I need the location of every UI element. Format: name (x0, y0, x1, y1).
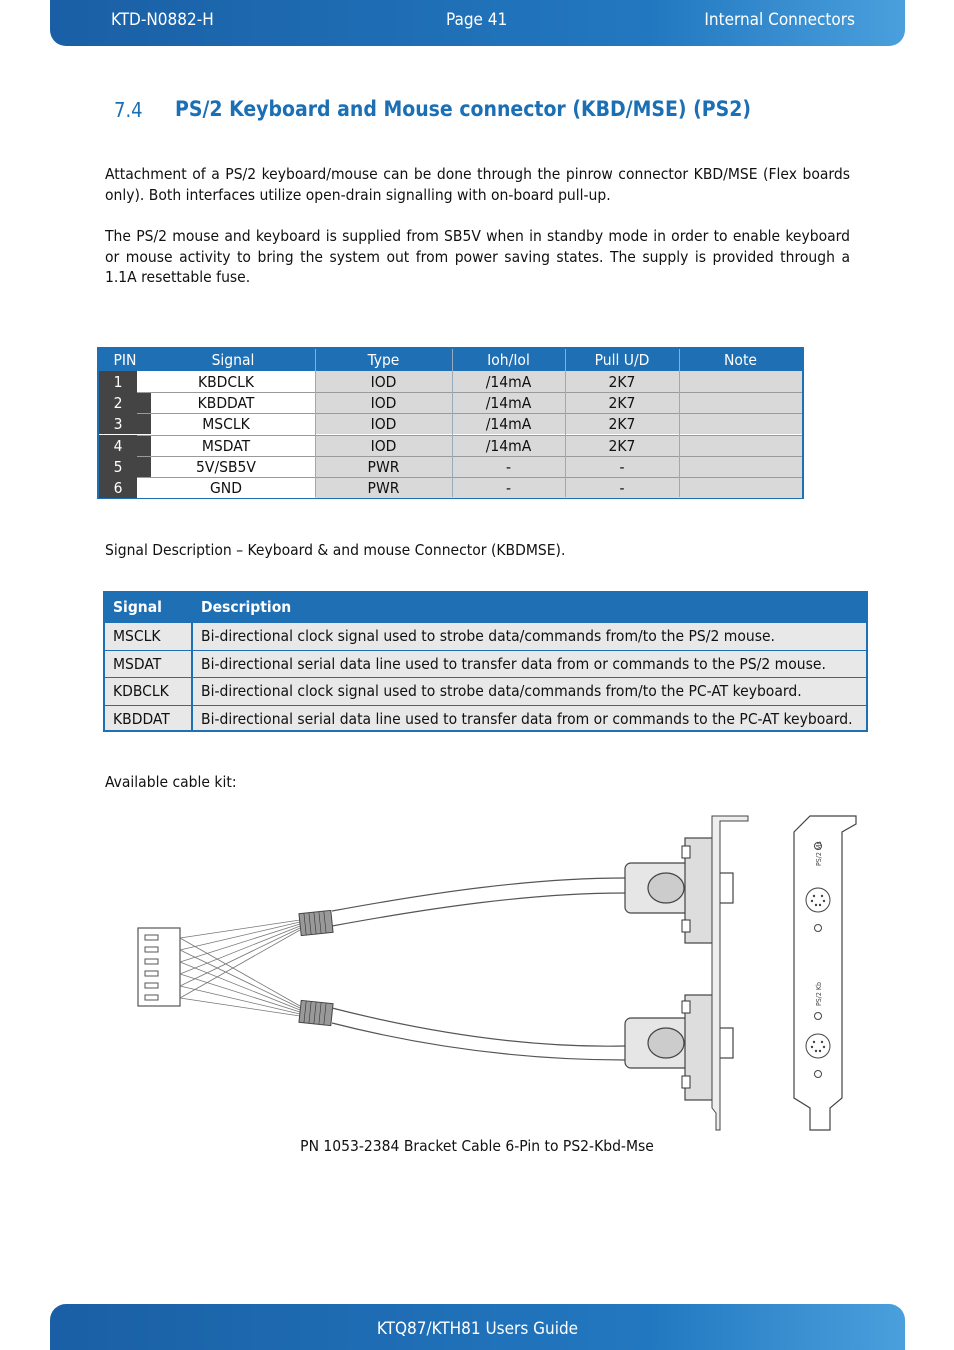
pin-table (97, 347, 804, 499)
desc-signal: MSDAT (113, 654, 162, 673)
section-number: 7.4 (114, 98, 143, 122)
pin-table-header (99, 349, 802, 371)
pin-pull: 2K7 (608, 436, 636, 455)
pin-row (99, 392, 802, 413)
supply-paragraph: The PS/2 mouse and keyboard is supplied from SB5V when in standby mode in order to enable keyboard or mouse activity to bring the system out from power saving states. The supply is provided through a 1.1A resettable fuse. (105, 227, 850, 286)
pin-row (99, 413, 802, 434)
pin-signal: MSCLK (202, 415, 250, 434)
col-signal: Signal (211, 351, 255, 369)
pin-type: PWR (367, 457, 400, 476)
pin-pull: - (619, 479, 625, 497)
pin-header-connector (138, 928, 180, 1006)
col-type: Type (367, 351, 400, 369)
desc-text: Bi-directional serial data line used to transfer data from or commands to the PS/2 mouse. (201, 654, 826, 673)
desc-row (105, 677, 866, 705)
guide-title: KTQ87/KTH81 Users Guide (376, 1319, 579, 1339)
pin-signal: GND (210, 479, 242, 497)
signal-description-label: Signal Description – Keyboard & and mouse Connector (KBDMSE). (105, 541, 566, 559)
pin-signal: MSDAT (201, 436, 251, 455)
pin-signal: 5V/SB5V (196, 457, 256, 476)
pin-number: 5 (113, 457, 123, 476)
desc-row (105, 705, 866, 733)
bracket-side (712, 816, 748, 1130)
pin-pull: 2K7 (608, 394, 636, 413)
pin-pull: - (619, 457, 625, 476)
pin-type: IOD (370, 373, 397, 391)
pin-row (99, 477, 802, 498)
desc-col-signal: Signal (113, 598, 162, 616)
intro-paragraph: Attachment of a PS/2 keyboard/mouse can be done through the pinrow connector KBD/MSE (Flex boards only). Both interfaces utilize open-drain signalling with on-board pull-up. (105, 165, 850, 204)
pin-row (99, 371, 802, 392)
pin-row (99, 435, 802, 456)
pin-signal: KBDCLK (197, 373, 255, 391)
pin-ioh: /14mA (485, 415, 532, 434)
pin-type: IOD (370, 394, 397, 413)
pin-signal: KBDDAT (197, 394, 255, 413)
desc-row (105, 622, 866, 650)
pin-pull: 2K7 (608, 373, 636, 391)
section-title: PS/2 Keyboard and Mouse connector (KBD/MSE) (PS2) (175, 97, 751, 121)
pin-ioh: - (505, 457, 512, 476)
bracket-label-keyboard: PS/2 Kb (815, 981, 823, 1006)
desc-text: Bi-directional serial data line used to transfer data from or commands to the PC-AT keyboard. (201, 709, 853, 728)
pin-number: 6 (113, 479, 123, 497)
pin-type: IOD (370, 415, 397, 434)
desc-table-header (105, 593, 866, 622)
pin-number: 3 (113, 415, 123, 434)
signal-description-table (103, 591, 868, 732)
col-pin: PIN (113, 351, 137, 369)
pin-ioh: /14mA (485, 373, 532, 391)
pin-type: PWR (367, 479, 400, 497)
desc-text: Bi-directional clock signal used to strobe data/commands from/to the PS/2 mouse. (201, 627, 775, 645)
doc-id: KTD-N0882-H (111, 10, 214, 30)
desc-signal: KDBCLK (113, 682, 169, 700)
col-ioh: Ioh/Iol (487, 351, 530, 369)
desc-text: Bi-directional clock signal used to strobe data/commands from/to the PC-AT keyboard. (201, 682, 802, 700)
pin-number: 1 (113, 373, 123, 391)
bracket-front (794, 816, 856, 1130)
desc-signal: MSCLK (113, 627, 161, 645)
col-pull: Pull U/D (594, 351, 650, 369)
pin-type: IOD (370, 436, 397, 455)
pin-number: 4 (113, 436, 123, 455)
pin-number: 2 (113, 394, 123, 413)
desc-row (105, 650, 866, 678)
pin-pull: 2K7 (608, 415, 636, 434)
col-note: Note (723, 351, 757, 369)
pin-ioh: /14mA (485, 436, 532, 455)
pin-ioh: /14mA (485, 394, 532, 413)
desc-signal: KBDDAT (113, 709, 170, 728)
page-footer (50, 1304, 905, 1350)
desc-col-description: Description (201, 598, 292, 616)
cable-kit-label: Available cable kit: (105, 773, 237, 791)
pin-row (99, 456, 802, 477)
header-section: Internal Connectors (704, 10, 855, 30)
bracket-label-mouse: PS/2 Ms (815, 841, 823, 866)
pin-ioh: - (505, 479, 512, 497)
figure-caption: PN 1053-2384 Bracket Cable 6-Pin to PS2-Kbd-Mse (300, 1137, 654, 1155)
page-header (50, 0, 905, 46)
cable-kit-figure (130, 808, 870, 1138)
page-number: Page 41 (446, 10, 508, 30)
